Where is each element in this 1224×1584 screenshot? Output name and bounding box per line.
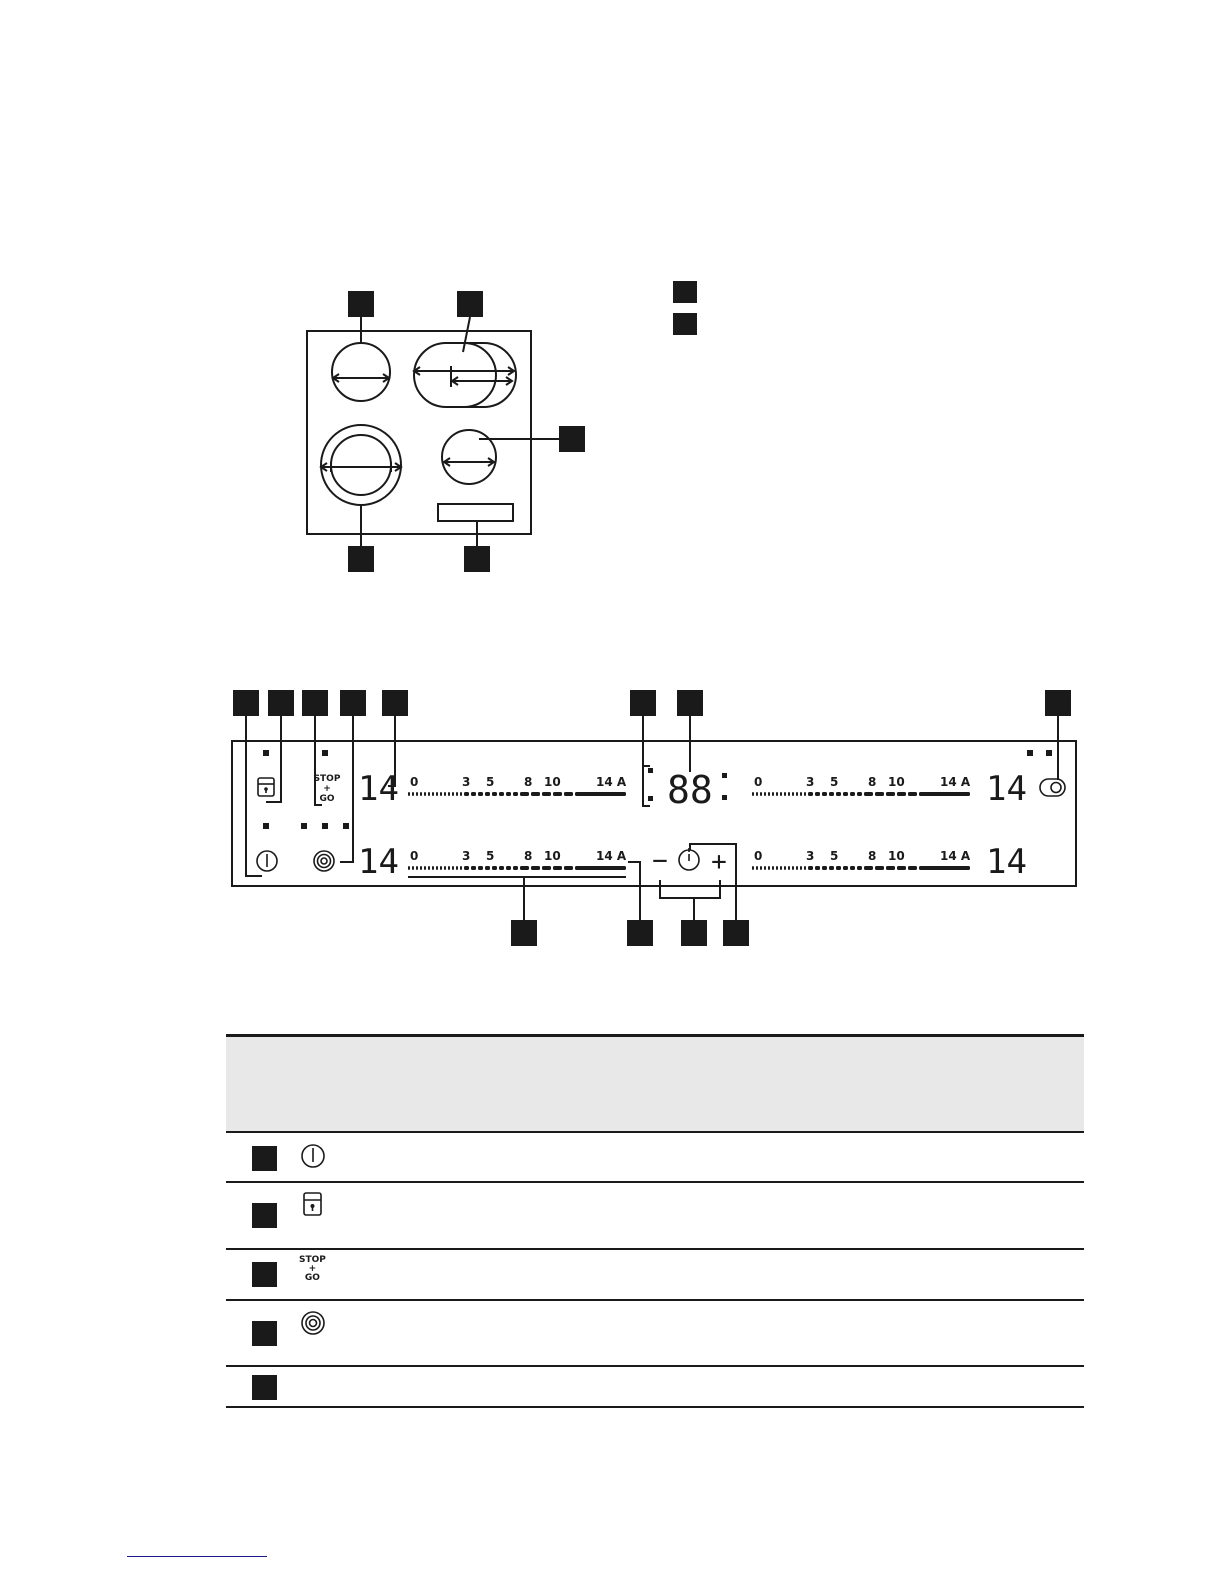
slider-scale-label: 0 xyxy=(410,775,419,789)
slider-segment xyxy=(864,866,873,870)
slider-segment xyxy=(804,866,806,870)
slider-segment xyxy=(424,866,426,870)
callout-badge xyxy=(627,920,653,946)
slider-segment xyxy=(471,792,476,796)
slider-segment xyxy=(564,866,573,870)
slider-segment xyxy=(575,792,626,796)
slider-segment xyxy=(822,792,827,796)
slider-segment xyxy=(440,792,442,796)
slider-segment xyxy=(460,792,462,796)
slider-scale-label: 0 xyxy=(754,849,763,863)
slider-segment xyxy=(478,792,483,796)
slider-segment xyxy=(836,866,841,870)
slider-scale-label: 5 xyxy=(486,775,495,789)
slider-segment xyxy=(908,866,917,870)
slider-scale-label: 8 xyxy=(868,775,877,789)
slider-scale-label: 0 xyxy=(410,849,419,863)
slider-segment xyxy=(760,792,762,796)
zone-front-left xyxy=(321,425,401,505)
slider-segment xyxy=(836,792,841,796)
slider-segment xyxy=(553,792,562,796)
slider-segment xyxy=(432,792,434,796)
slider-segment xyxy=(520,792,529,796)
slider-segment xyxy=(829,866,834,870)
slider-segment xyxy=(800,866,802,870)
slider-segment xyxy=(506,792,511,796)
slider-segment xyxy=(420,792,422,796)
slider-segment xyxy=(919,792,970,796)
power-display-rear-right: 14 xyxy=(986,769,1027,809)
slider-segment xyxy=(822,866,827,870)
slider-segment xyxy=(448,866,450,870)
slider-scale-label: 14 A xyxy=(596,775,627,789)
slider-segment xyxy=(456,792,458,796)
callout-badge xyxy=(457,291,483,317)
slider-scale-label: 5 xyxy=(830,775,839,789)
slider-segment xyxy=(897,792,906,796)
legend-badge xyxy=(673,313,697,335)
power-display-front-right: 14 xyxy=(986,842,1027,882)
slider-segment xyxy=(499,866,504,870)
row-badge xyxy=(252,1321,277,1346)
table-row xyxy=(226,1249,1084,1300)
slider-segment xyxy=(444,792,446,796)
slider-segment xyxy=(416,866,418,870)
slider-scale-label: 8 xyxy=(868,849,877,863)
timer-icon[interactable] xyxy=(679,848,699,870)
slider-segment xyxy=(575,866,626,870)
slider-scale-label: 0 xyxy=(754,775,763,789)
row-badge xyxy=(252,1375,277,1400)
slider-segment xyxy=(471,866,476,870)
slider-segment xyxy=(448,792,450,796)
slider-segment xyxy=(850,866,855,870)
slider-segment xyxy=(564,792,573,796)
slider-segment xyxy=(808,792,813,796)
callout-badge xyxy=(340,690,366,716)
stop-label: STOP xyxy=(313,774,341,784)
slider-segment xyxy=(788,792,790,796)
row-badge xyxy=(252,1262,277,1287)
indicator-dot xyxy=(1046,750,1052,756)
indicator-dot xyxy=(301,823,307,829)
slider-segment xyxy=(752,866,754,870)
indicator-dot xyxy=(322,823,328,829)
slider-scale-label: 5 xyxy=(486,849,495,863)
legend-badge xyxy=(673,281,697,303)
power-slider[interactable] xyxy=(408,849,627,870)
slider-segment xyxy=(531,866,540,870)
slider-segment xyxy=(772,792,774,796)
svg-text:+: + xyxy=(323,784,331,794)
slider-scale-label: 10 xyxy=(888,775,905,789)
power-icon[interactable] xyxy=(257,851,277,871)
slider-segment xyxy=(420,866,422,870)
slider-segment xyxy=(784,866,786,870)
slider-segment xyxy=(886,792,895,796)
slider-segment xyxy=(780,866,782,870)
slider-scale-label: 10 xyxy=(544,775,561,789)
slider-segment xyxy=(460,866,462,870)
indicator-dot xyxy=(1027,750,1033,756)
slider-segment xyxy=(875,866,884,870)
slider-segment xyxy=(776,792,778,796)
slider-segment xyxy=(428,792,430,796)
slider-scale-label: 5 xyxy=(830,849,839,863)
callout-badge xyxy=(511,920,537,946)
slider-segment xyxy=(908,792,917,796)
slider-segment xyxy=(760,866,762,870)
slider-segment xyxy=(815,792,820,796)
slider-segment xyxy=(506,866,511,870)
footer-rule xyxy=(127,1556,267,1557)
slider-segment xyxy=(796,866,798,870)
callout-badge xyxy=(348,291,374,317)
slider-segment xyxy=(485,866,490,870)
slider-segment xyxy=(764,792,766,796)
slider-segment xyxy=(412,792,414,796)
slider-segment xyxy=(444,866,446,870)
slider-segment xyxy=(784,792,786,796)
slider-segment xyxy=(436,866,438,870)
slider-segment xyxy=(531,792,540,796)
slider-segment xyxy=(772,866,774,870)
slider-segment xyxy=(815,866,820,870)
control-panel-diagram xyxy=(232,690,1076,946)
table-header xyxy=(226,1036,1084,1133)
slider-segment xyxy=(800,792,802,796)
callout-badge xyxy=(268,690,294,716)
slider-segment xyxy=(424,792,426,796)
slider-segment xyxy=(464,792,469,796)
slider-scale-label: 8 xyxy=(524,849,533,863)
timer-plus-button[interactable]: + xyxy=(711,847,727,877)
slider-segment xyxy=(919,866,970,870)
indicator-dot xyxy=(322,750,328,756)
slider-segment xyxy=(829,792,834,796)
power-display-front-left: 14 xyxy=(358,769,399,809)
slider-segment xyxy=(857,866,862,870)
hob-control-panel xyxy=(438,504,513,521)
slider-segment xyxy=(752,792,754,796)
slider-segment xyxy=(756,866,758,870)
slider-segment xyxy=(492,792,497,796)
slider-scale-label: 14 A xyxy=(596,849,627,863)
slider-segment xyxy=(843,792,848,796)
go-label: GO xyxy=(319,794,335,804)
controls-table xyxy=(226,1034,1084,1408)
lock-icon[interactable] xyxy=(258,778,274,796)
lock-icon xyxy=(299,1191,327,1219)
indicator-dot xyxy=(343,823,349,829)
callout-badge xyxy=(464,546,490,572)
slider-segment xyxy=(428,866,430,870)
slider-scale-label: 10 xyxy=(888,849,905,863)
slider-segment xyxy=(416,792,418,796)
callout-badge xyxy=(677,690,703,716)
row-badge xyxy=(252,1203,277,1228)
slider-segment xyxy=(412,866,414,870)
slider-segment xyxy=(553,866,562,870)
slider-segment xyxy=(864,792,873,796)
slider-segment xyxy=(499,792,504,796)
slider-segment xyxy=(857,792,862,796)
slider-scale-label: 14 A xyxy=(940,775,971,789)
slider-segment xyxy=(796,792,798,796)
slider-scale-label: 3 xyxy=(806,775,815,789)
hob-diagram xyxy=(307,281,697,572)
callout-badge xyxy=(382,690,408,716)
slider-scale-label: 3 xyxy=(462,849,471,863)
slider-scale-label: 8 xyxy=(524,775,533,789)
slider-segment xyxy=(843,866,848,870)
slider-segment xyxy=(776,866,778,870)
slider-segment xyxy=(792,866,794,870)
callout-badge xyxy=(630,690,656,716)
slider-segment xyxy=(542,792,551,796)
row-badge xyxy=(252,1146,277,1171)
slider-segment xyxy=(520,866,529,870)
callout-badge xyxy=(1045,690,1071,716)
callout-badge xyxy=(348,546,374,572)
slider-segment xyxy=(464,866,469,870)
bridge-icon[interactable] xyxy=(314,851,334,871)
slider-segment xyxy=(440,866,442,870)
table-row xyxy=(226,1182,1084,1249)
stop-go-icon: STOP + GO xyxy=(299,1255,326,1283)
power-slider[interactable] xyxy=(752,775,971,796)
slider-scale-label: 3 xyxy=(806,849,815,863)
slider-segment xyxy=(492,866,497,870)
indicator-dot xyxy=(263,823,269,829)
zone-rear-right xyxy=(414,343,516,407)
power-display-rear-left: 14 xyxy=(358,842,399,882)
slider-segment xyxy=(452,792,454,796)
slider-segment xyxy=(897,866,906,870)
callout-badge xyxy=(681,920,707,946)
table-row xyxy=(226,1132,1084,1182)
slider-segment xyxy=(788,866,790,870)
slider-segment xyxy=(456,866,458,870)
slider-segment xyxy=(850,792,855,796)
slider-segment xyxy=(436,792,438,796)
slider-segment xyxy=(513,792,518,796)
slider-segment xyxy=(875,792,884,796)
pause-zone-icon[interactable] xyxy=(1040,779,1065,796)
bridge-icon xyxy=(299,1309,327,1337)
slider-segment xyxy=(408,792,410,796)
slider-segment xyxy=(432,866,434,870)
power-icon xyxy=(299,1143,327,1171)
slider-segment xyxy=(808,866,813,870)
slider-segment xyxy=(780,792,782,796)
slider-segment xyxy=(485,792,490,796)
callout-badge xyxy=(302,690,328,716)
callout-badge xyxy=(559,426,585,452)
slider-segment xyxy=(513,866,518,870)
timer-display: 88 xyxy=(667,768,713,812)
slider-segment xyxy=(452,866,454,870)
slider-segment xyxy=(764,866,766,870)
slider-segment xyxy=(768,792,770,796)
indicator-dot xyxy=(263,750,269,756)
slider-segment xyxy=(886,866,895,870)
slider-segment xyxy=(792,792,794,796)
slider-segment xyxy=(768,866,770,870)
slider-segment xyxy=(408,866,410,870)
stop-go-icon[interactable] xyxy=(314,774,341,804)
zone-rear-left xyxy=(332,343,390,401)
callout-badge xyxy=(233,690,259,716)
timer-minus-button[interactable]: − xyxy=(652,846,668,876)
table-row xyxy=(226,1300,1084,1366)
slider-scale-label: 10 xyxy=(544,849,561,863)
slider-segment xyxy=(756,792,758,796)
slider-scale-label: 3 xyxy=(462,775,471,789)
callout-badge xyxy=(723,920,749,946)
slider-segment xyxy=(478,866,483,870)
slider-segment xyxy=(542,866,551,870)
table-row xyxy=(226,1366,1084,1407)
slider-segment xyxy=(804,792,806,796)
power-slider[interactable] xyxy=(752,849,971,870)
slider-scale-label: 14 A xyxy=(940,849,971,863)
power-slider[interactable] xyxy=(408,775,627,796)
